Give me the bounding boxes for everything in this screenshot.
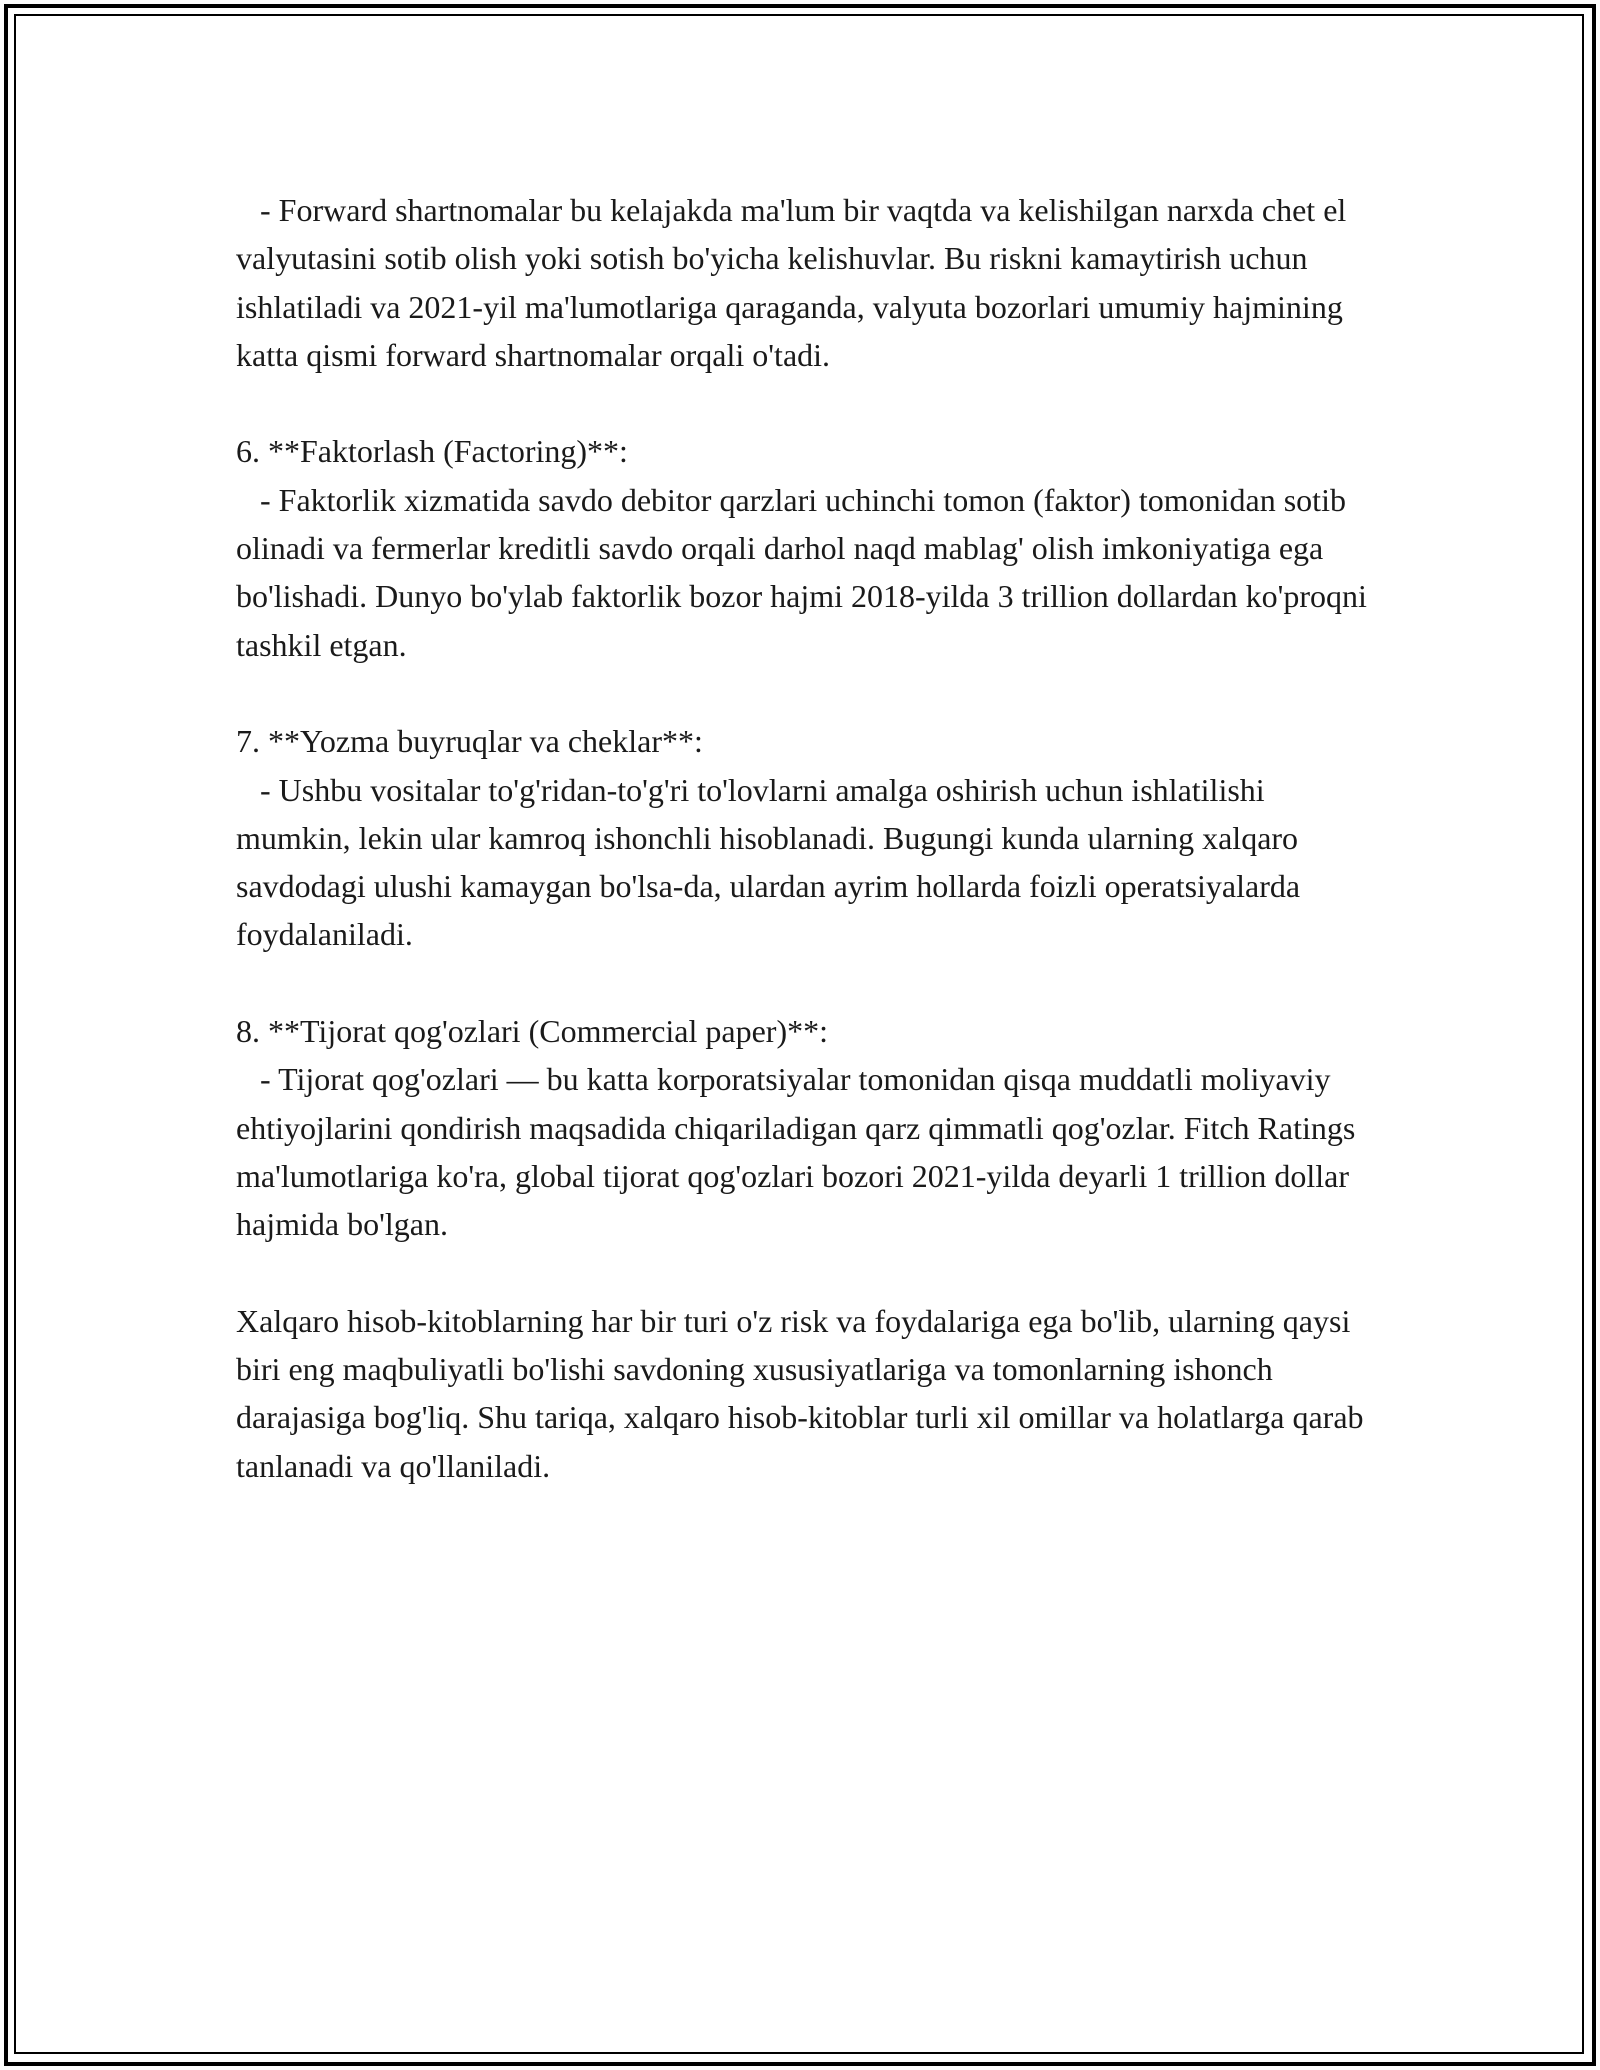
heading-factoring: 6. **Faktorlash (Factoring)**: [236,433,628,470]
paragraph-spacer [236,669,1386,717]
paragraph-conclusion: Xalqaro hisob-kitoblarning har bir turi o'z risk va foydalariga ega bo'lib, ularning qaysi biri eng maqbuliyatli bo'lishi savdoning xususiyatlariga va tomonlarning ishonch darajasiga bog'liq. Shu tariqa, xalqaro hisob-kitoblar turli xil omillar va holatlarga qarab tanlanadi va qo'llaniladi. [236,1302,1372,1484]
paragraph-forward-contracts: - Forward shartnomalar bu kelajakda ma'lum bir vaqtda va kelishilgan narxda chet el valyutasini sotib olish yoki sotish bo'yicha kelishuvlar. Bu riskni kamaytirish uchun ishlatiladi va 2021-yil ma'lumotlariga qaraganda, valyuta bozorlari umumiy hajmining katta qismi forward shartnomalar orqali o'tadi. [236,192,1355,373]
paragraph-spacer [236,959,1386,1007]
paragraph-factoring: - Faktorlik xizmatida savdo debitor qarzlari uchinchi tomon (faktor) tomonidan sotib olinadi va fermerlar kreditli savdo orqali darhol naqd mablag' olish imkoniyatiga ega bo'lishadi. Dunyo bo'ylab faktorlik bozor hajmi 2018-yilda 3 trillion dollardan ko'proqni tashkil etgan. [236,481,1375,663]
paragraph-spacer [236,1249,1386,1297]
paragraph-commercial-paper: - Tijorat qog'ozlari — bu katta korporatsiyalar tomonidan qisqa muddatli moliyaviy ehtiyojlarini qondirish maqsadida chiqariladigan qarz qimmatli qog'ozlar. Fitch Ratings ma'lumotlariga ko'ra, global tijorat qog'ozlari bozori 2021-yilda deyarli 1 trillion dollar hajmida bo'lgan. [236,1061,1364,1243]
heading-commercial-paper: 8. **Tijorat qog'ozlari (Commercial paper)**: [236,1013,828,1050]
paragraph-written-orders-checks: - Ushbu vositalar to'g'ridan-to'g'ri to'lovlarni amalga oshirish uchun ishlatilishi mumkin, lekin ular kamroq ishonchli hisoblanadi. Bugungi kunda ularning xalqaro savdodagi ulushi kamaygan bo'lsa-da, ulardan ayrim hollarda foizli operatsiyalarda foydalaniladi. [236,771,1309,953]
document-body [236,186,1386,1490]
heading-written-orders-checks: 7. **Yozma buyruqlar va cheklar**: [236,723,703,760]
paragraph-spacer [236,379,1386,427]
